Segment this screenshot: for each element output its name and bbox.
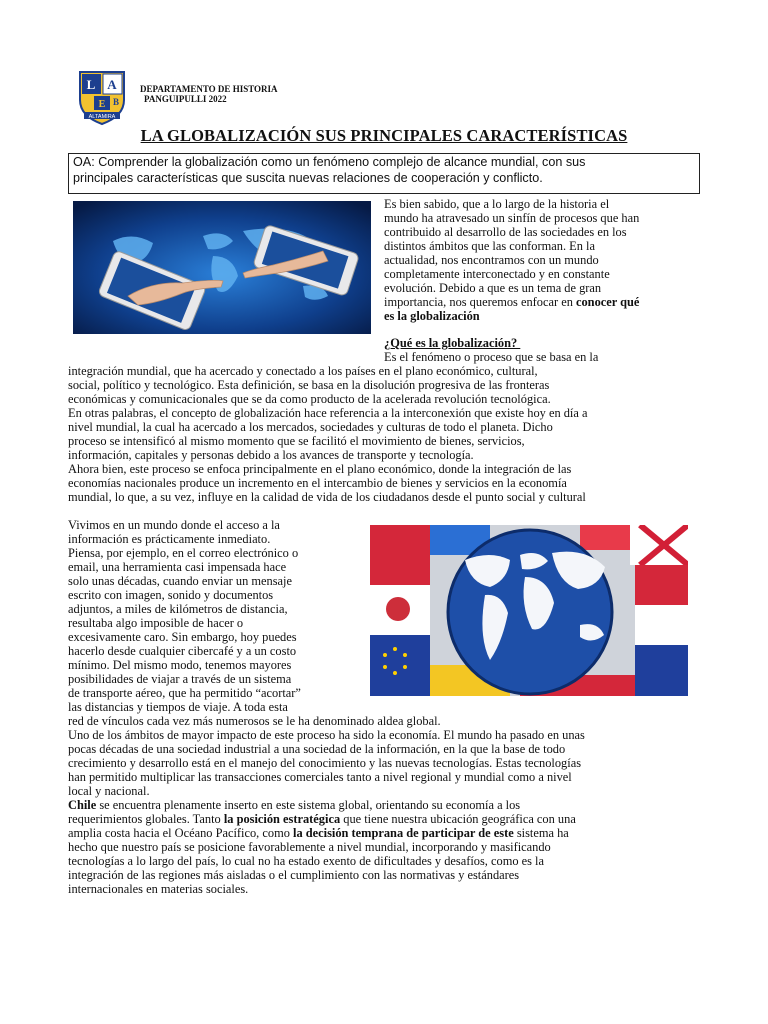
world-line: email, una herramienta casi impensada hace — [68, 560, 287, 574]
chile-emphasis: la posición estratégica — [223, 812, 341, 826]
question-line: En otras palabras, el concepto de globalización hace referencia a la interconexión que existe hoy en día a — [68, 406, 588, 420]
world-line: posibilidades de viajar a través de un sistema — [68, 672, 292, 686]
question-line: nivel mundial, la cual ha acercado a los mercados, sociedades y culturas de todo el planeta. Dicho — [68, 420, 553, 434]
question-line: información, capitales y personas debido a los avances de transporte y tecnología. — [68, 448, 474, 462]
chile-text: se encuentra plenamente inserto en este sistema global, orientando su economía a los — [96, 798, 521, 812]
school-logo — [78, 70, 126, 126]
intro-emphasis: conocer qué — [575, 295, 640, 309]
chile-emphasis: la decisión temprana de participar de este — [293, 826, 514, 840]
question-line: social, político y tecnológico. Esta definición, se basa en la disolución progresiva de las fronteras — [68, 378, 550, 392]
logo-caption: ALTAMIRA — [88, 114, 116, 120]
question-line: economías nacionales produce un incremento en el intercambio de bienes y servicios en la economía — [68, 476, 567, 490]
page-title: LA GLOBALIZACIÓN SUS PRINCIPALES CARACTERÍSTICAS — [140, 126, 628, 145]
phones-world-map-image — [73, 201, 371, 334]
department-location-year: PANGUIPULLI 2022 — [144, 94, 227, 104]
world-line: resultaba algo imposible de hacer o — [68, 616, 244, 630]
intro-line: Es bien sabido, que a lo largo de la historia el — [384, 197, 610, 211]
world-line: las distancias y tiempos de viaje. A toda esta — [68, 700, 288, 714]
question-line: Ahora bien, este proceso se enfoca principalmente en el plano económico, donde la integración de las — [68, 462, 572, 476]
chile-line: tecnologías a lo largo del país, lo cual no ha estado exento de dificultades y desafíos, como es la — [68, 854, 544, 868]
learning-objective-box — [68, 153, 700, 194]
intro-emphasis: es la globalización — [384, 309, 480, 323]
department-header — [140, 84, 278, 104]
world-line: solo unas décadas, cuando enviar un mensaje — [68, 574, 292, 588]
world-line: de transporte aéreo, que ha permitido “acortar” — [68, 686, 301, 700]
intro-line: evolución. Debido a que es un tema de gran — [384, 281, 602, 295]
world-line: información es prácticamente inmediato. — [68, 532, 271, 546]
chile-line: internacionales en materias sociales. — [68, 882, 249, 896]
intro-line: actualidad, nos encontramos con un mundo — [384, 253, 599, 267]
question-heading: ¿Qué es la globalización? — [384, 336, 521, 350]
world-line: red de vínculos cada vez más numerosos se le ha denominado aldea global. — [68, 714, 441, 728]
world-line: Piensa, por ejemplo, en el correo electrónico o — [68, 546, 299, 560]
intro-line — [384, 309, 480, 323]
world-line: pocas décadas de una sociedad industrial a una sociedad de la información, en la que la base de todo — [68, 742, 566, 756]
logo-letter-a: A — [107, 77, 117, 92]
chile-text: requerimientos globales. Tanto — [68, 812, 224, 826]
world-line: excesivamente caro. Sin embargo, hoy puedes — [68, 630, 297, 644]
department-name: DEPARTAMENTO DE HISTORIA — [140, 84, 278, 94]
question-line: proceso se intensificó al mismo momento que se facilitó el movimiento de bienes, servicios, — [68, 434, 525, 448]
question-line: integración mundial, que ha acercado y conectado a los países en el plano económico, cultural, — [68, 364, 538, 378]
chile-line: hecho que nuestro país se posicione favorablemente a nivel mundial, incorporando y masificando — [68, 840, 551, 854]
chile-emphasis: Chile — [68, 798, 97, 812]
objective-line: OA: Comprender la globalización como un fenómeno complejo de alcance mundial, con sus — [73, 155, 586, 169]
world-line: mínimo. Del mismo modo, tenemos mayores — [68, 658, 292, 672]
chile-line: integración de las regiones más aisladas o el cumplimiento con las normativas y estándares — [68, 868, 520, 882]
world-line: Vivimos en un mundo donde el acceso a la — [68, 518, 280, 532]
logo-letter-e: E — [98, 99, 106, 110]
world-line: escrito con imagen, sonido y documentos — [68, 588, 274, 602]
intro-line — [384, 295, 639, 309]
intro-line: completamente interconectado y en constante — [384, 267, 610, 281]
question-line: económicas y comunicacionales que se da como producto de la acelerada revolución tecnológica. — [68, 392, 551, 406]
world-line: local y nacional. — [68, 784, 150, 798]
intro-line: mundo ha atravesado un sinfín de procesos que han — [384, 211, 640, 225]
world-line: crecimiento y desarrollo está en el manejo del conocimiento y las nuevas tecnologías. Estas tecnologías — [68, 756, 582, 770]
chile-text: que tiene nuestra ubicación geográfica con una — [340, 812, 576, 826]
globe-flags-image — [370, 525, 688, 696]
question-line: Es el fenómeno o proceso que se basa en la — [384, 350, 599, 364]
world-line: adjuntos, a miles de kilómetros de distancia, — [68, 602, 288, 616]
world-line: han permitido multiplicar las transacciones comerciales tanto a nivel regional y mundial como a nivel — [68, 770, 572, 784]
chile-line — [68, 826, 569, 840]
logo-letter-b: B — [112, 97, 120, 107]
chile-text: sistema ha — [513, 826, 569, 840]
world-line: hacerlo desde cualquier cibercafé y a un costo — [68, 644, 297, 658]
chile-line — [68, 798, 520, 812]
logo-letter-l: L — [86, 77, 96, 92]
intro-line: contribuido al desarrollo de las sociedades en los — [384, 225, 627, 239]
question-line: mundial, lo que, a su vez, influye en la calidad de vida de los ciudadanos desde el punto social y cultural — [68, 490, 586, 504]
intro-text: importancia, nos queremos enfocar en — [384, 295, 576, 309]
world-line: Uno de los ámbitos de mayor impacto de este proceso ha sido la economía. El mundo ha pasado en unas — [68, 728, 585, 742]
chile-text: amplia costa hacia el Océano Pacífico, como — [68, 826, 293, 840]
chile-line — [68, 812, 576, 826]
intro-line: distintos ámbitos que las conforman. En la — [384, 239, 595, 253]
objective-line: principales características que suscita nuevas relaciones de cooperación y conflicto. — [73, 170, 543, 185]
